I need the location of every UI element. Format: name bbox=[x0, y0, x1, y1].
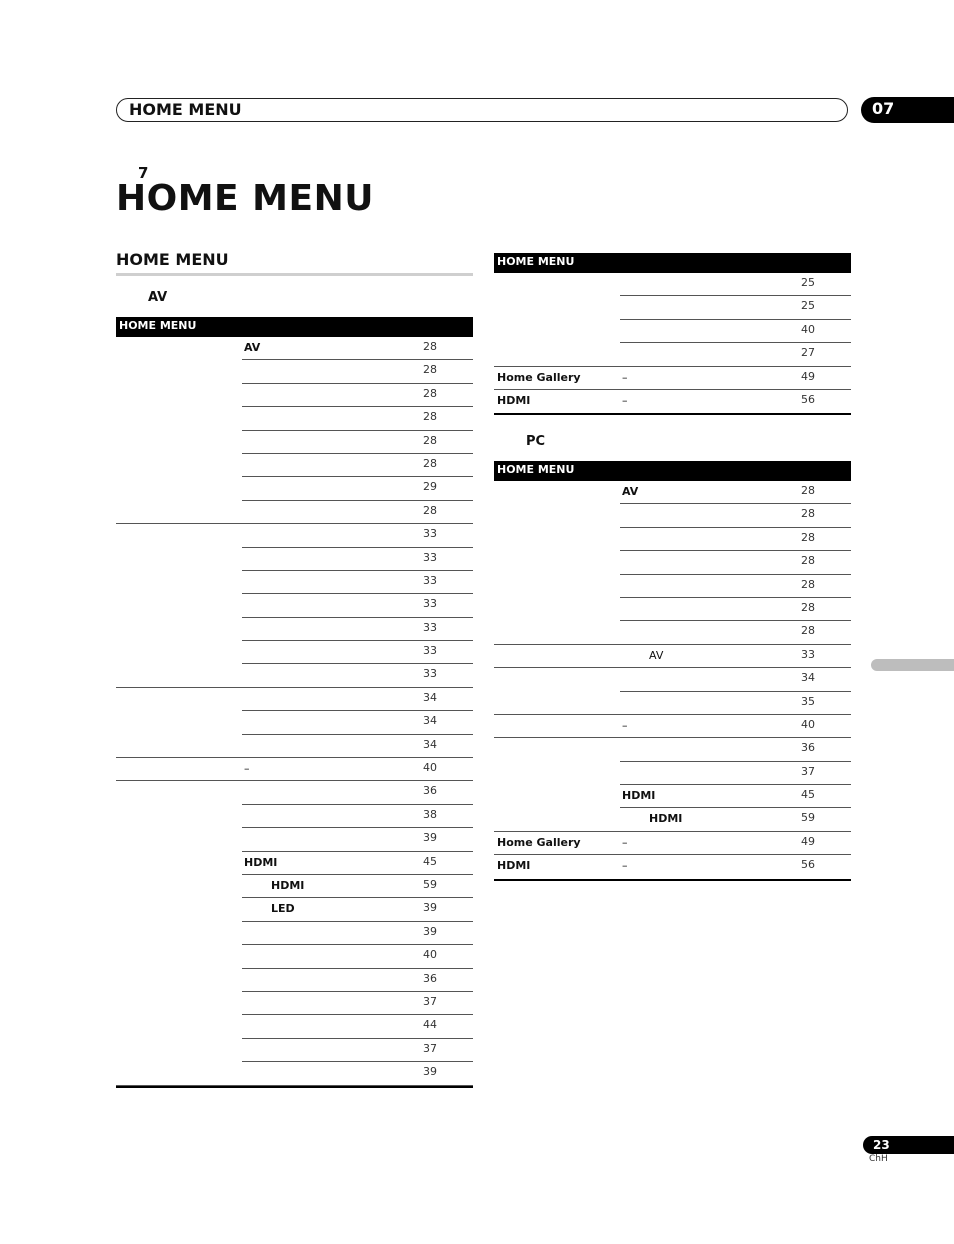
table-header: HOME MENU bbox=[494, 461, 851, 481]
table-row bbox=[116, 688, 473, 711]
table-row bbox=[116, 454, 473, 477]
row-item: – bbox=[622, 835, 628, 849]
language-code: ChH bbox=[869, 1154, 888, 1164]
row-page-number: 28 bbox=[801, 530, 815, 544]
table-row bbox=[494, 785, 851, 808]
row-page-number: 40 bbox=[423, 761, 437, 775]
row-page-number: 45 bbox=[801, 788, 815, 802]
row-page-number: 39 bbox=[423, 924, 437, 938]
row-page-number: 37 bbox=[423, 994, 437, 1008]
table-row bbox=[116, 618, 473, 641]
table-header: HOME MENU bbox=[494, 253, 851, 273]
table-row bbox=[494, 320, 851, 343]
row-page-number: 39 bbox=[423, 1065, 437, 1079]
row-page-number: 36 bbox=[423, 784, 437, 798]
row-page-number: 44 bbox=[423, 1018, 437, 1032]
row-item: – bbox=[622, 859, 628, 873]
table-row bbox=[494, 715, 851, 738]
side-tab-marker bbox=[871, 659, 954, 671]
row-page-number: 59 bbox=[423, 877, 437, 891]
table-row bbox=[494, 504, 851, 527]
table-row bbox=[494, 692, 851, 715]
row-page-number: 40 bbox=[801, 322, 815, 336]
row-item: HDMI bbox=[244, 855, 278, 869]
table-row bbox=[116, 571, 473, 594]
row-category: HDMI bbox=[497, 859, 531, 873]
row-item: AV bbox=[244, 341, 261, 354]
table-row bbox=[116, 360, 473, 383]
row-item: – bbox=[622, 718, 628, 732]
row-category: Home Gallery bbox=[497, 370, 581, 384]
table-header: HOME MENU bbox=[116, 317, 473, 337]
table-row bbox=[494, 645, 851, 668]
row-page-number: 28 bbox=[801, 484, 815, 497]
row-divider bbox=[116, 1085, 473, 1086]
row-page-number: 49 bbox=[801, 834, 815, 848]
table-row bbox=[494, 808, 851, 831]
table-row bbox=[116, 501, 473, 524]
row-item: LED bbox=[271, 902, 295, 916]
row-page-number: 34 bbox=[423, 690, 437, 704]
row-page-number: 29 bbox=[423, 480, 437, 494]
row-page-number: 40 bbox=[801, 717, 815, 731]
row-page-number: 45 bbox=[423, 854, 437, 868]
row-item: – bbox=[622, 393, 628, 407]
row-page-number: 36 bbox=[423, 971, 437, 985]
row-page-number: 59 bbox=[801, 811, 815, 825]
section-title: HOME MENU bbox=[116, 249, 473, 276]
row-page-number: 56 bbox=[801, 858, 815, 872]
table-row bbox=[116, 969, 473, 992]
menu-table-continued bbox=[494, 253, 851, 415]
row-page-number: 28 bbox=[423, 433, 437, 447]
row-page-number: 39 bbox=[423, 901, 437, 915]
table-row bbox=[494, 762, 851, 785]
row-page-number: 49 bbox=[801, 369, 815, 383]
row-page-number: 37 bbox=[801, 764, 815, 778]
table-row bbox=[494, 621, 851, 644]
row-item: AV bbox=[649, 648, 664, 662]
table-row bbox=[116, 384, 473, 407]
table-row bbox=[116, 1062, 473, 1085]
table-row bbox=[494, 481, 851, 504]
row-page-number: 33 bbox=[423, 597, 437, 611]
row-page-number: 36 bbox=[801, 741, 815, 755]
table-row bbox=[116, 735, 473, 758]
table-row bbox=[116, 664, 473, 687]
row-page-number: 33 bbox=[801, 647, 815, 661]
row-page-number: 38 bbox=[423, 807, 437, 821]
row-page-number: 33 bbox=[423, 620, 437, 634]
menu-table-pc bbox=[494, 461, 851, 881]
table-row bbox=[494, 273, 851, 296]
row-page-number: 33 bbox=[423, 573, 437, 587]
table-row bbox=[494, 367, 851, 390]
table-row bbox=[494, 598, 851, 621]
table-row bbox=[494, 855, 851, 878]
row-page-number: 56 bbox=[801, 392, 815, 406]
row-item: AV bbox=[622, 485, 639, 498]
table-row bbox=[116, 922, 473, 945]
row-page-number: 34 bbox=[423, 737, 437, 751]
table-row bbox=[494, 738, 851, 761]
row-page-number: 27 bbox=[801, 346, 815, 360]
table-row bbox=[116, 898, 473, 921]
left-subtitle: AV bbox=[148, 290, 168, 305]
row-page-number: 28 bbox=[423, 363, 437, 377]
table-row bbox=[116, 992, 473, 1015]
table-row bbox=[116, 477, 473, 500]
row-page-number: 33 bbox=[423, 667, 437, 681]
table-row bbox=[116, 524, 473, 547]
chapter-number: 7 bbox=[138, 164, 149, 182]
table-row bbox=[116, 828, 473, 851]
table-row bbox=[494, 343, 851, 366]
row-page-number: 28 bbox=[801, 600, 815, 614]
table-row bbox=[494, 575, 851, 598]
table-row bbox=[116, 875, 473, 898]
row-category: HDMI bbox=[497, 393, 531, 407]
chapter-tab: 07 bbox=[861, 97, 954, 123]
table-row bbox=[116, 945, 473, 968]
row-item: HDMI bbox=[622, 789, 656, 803]
page-title: HOME MENU bbox=[116, 178, 374, 219]
row-page-number: 35 bbox=[801, 694, 815, 708]
row-page-number: 25 bbox=[801, 299, 815, 313]
row-page-number: 25 bbox=[801, 276, 815, 289]
table-row bbox=[116, 641, 473, 664]
table-row bbox=[116, 1039, 473, 1062]
row-page-number: 37 bbox=[423, 1041, 437, 1055]
table-row bbox=[116, 805, 473, 828]
page-number: 23 bbox=[863, 1136, 954, 1154]
table-row bbox=[116, 594, 473, 617]
row-page-number: 40 bbox=[423, 948, 437, 962]
header-title: HOME MENU bbox=[129, 100, 242, 119]
table-row bbox=[116, 548, 473, 571]
table-row bbox=[116, 758, 473, 781]
row-item: HDMI bbox=[649, 812, 683, 826]
table-row bbox=[116, 431, 473, 454]
table-row bbox=[494, 296, 851, 319]
row-page-number: 33 bbox=[423, 550, 437, 564]
header-bar bbox=[116, 98, 848, 122]
row-page-number: 33 bbox=[423, 527, 437, 541]
row-page-number: 28 bbox=[423, 456, 437, 470]
table-row bbox=[116, 781, 473, 804]
table-row bbox=[494, 832, 851, 855]
row-page-number: 28 bbox=[801, 554, 815, 568]
table-row bbox=[116, 711, 473, 734]
row-category: Home Gallery bbox=[497, 835, 581, 849]
table-row bbox=[116, 852, 473, 875]
row-page-number: 28 bbox=[423, 386, 437, 400]
row-page-number: 28 bbox=[423, 503, 437, 517]
table-row bbox=[116, 337, 473, 360]
row-page-number: 34 bbox=[801, 671, 815, 685]
row-page-number: 28 bbox=[801, 624, 815, 638]
table-row bbox=[494, 551, 851, 574]
row-page-number: 28 bbox=[801, 577, 815, 591]
row-page-number: 28 bbox=[801, 507, 815, 521]
row-item: – bbox=[622, 370, 628, 384]
table-row bbox=[116, 407, 473, 430]
row-page-number: 28 bbox=[423, 410, 437, 424]
table-row bbox=[494, 528, 851, 551]
menu-table-av bbox=[116, 317, 473, 1088]
row-item: – bbox=[244, 762, 250, 776]
table-row bbox=[494, 390, 851, 413]
row-item: HDMI bbox=[271, 878, 305, 892]
row-page-number: 33 bbox=[423, 644, 437, 658]
right-subtitle: PC bbox=[526, 434, 546, 449]
row-page-number: 28 bbox=[423, 340, 437, 353]
table-row bbox=[494, 668, 851, 691]
table-row bbox=[116, 1015, 473, 1038]
row-page-number: 39 bbox=[423, 831, 437, 845]
row-page-number: 34 bbox=[423, 714, 437, 728]
